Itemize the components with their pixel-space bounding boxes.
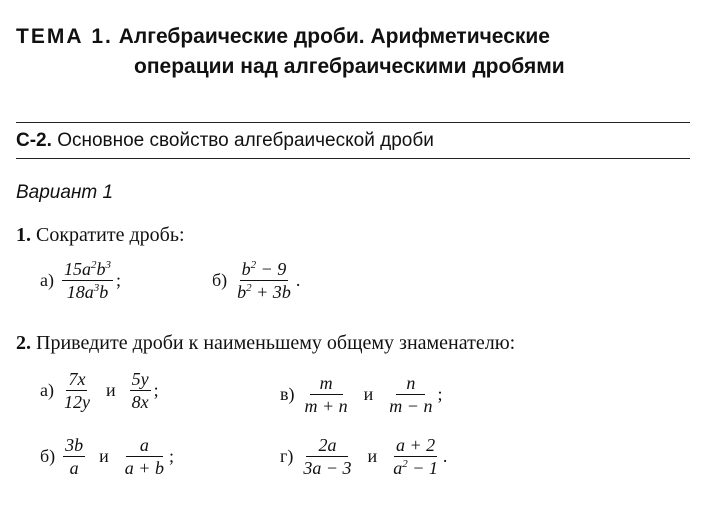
conjunction: и: [99, 446, 109, 466]
section-title: Основное свойство алгебраической дроби: [57, 130, 434, 151]
fraction: $\frac{7x}{12y}$: [63, 369, 90, 412]
item-label: г): [280, 446, 294, 466]
item-label: а): [40, 270, 54, 290]
task-2-item-a: [40, 368, 159, 413]
task-2-item-v: [280, 372, 442, 417]
item-label: а): [40, 380, 54, 400]
variant-label: Вариант 1: [16, 182, 114, 203]
section-code: С-2.: [16, 130, 52, 151]
task-2: [16, 330, 515, 356]
item-label: б): [212, 270, 228, 290]
fraction: $\frac{3b}{a}$: [65, 435, 84, 478]
section-heading: [16, 128, 434, 154]
fraction: $\frac{a + 2}{a^2 - 1}$: [393, 435, 438, 478]
task-1-item-b: [212, 258, 300, 303]
fraction: $\frac{m}{m + n}$: [304, 373, 348, 416]
task-1-number: 1.: [16, 224, 31, 246]
item-punct: ;: [437, 384, 443, 404]
fraction: $\frac{15a^2b^3}{18a^3b}$: [63, 259, 111, 302]
item-label: б): [40, 446, 56, 466]
fraction: $\frac{n}{m - n}$: [389, 373, 433, 416]
conjunction: и: [363, 384, 374, 404]
item-punct: ;: [153, 380, 159, 400]
task-1-text: Сократите дробь:: [36, 224, 185, 246]
conjunction: и: [105, 380, 116, 400]
item-punct: ;: [168, 446, 174, 466]
topic-heading: [16, 22, 550, 52]
item-punct: ;: [115, 270, 121, 290]
topic-title-line1: Алгебраические дроби. Арифметические: [118, 25, 550, 48]
task-1: [16, 222, 185, 248]
task-2-number: 2.: [16, 332, 31, 354]
item-punct: .: [295, 270, 301, 290]
item-punct: .: [442, 446, 448, 466]
task-2-item-b: [40, 434, 174, 479]
topic-label: ТЕМА 1.: [16, 25, 113, 48]
fraction: $\frac{b^2 - 9}{b^2 + 3b}$: [237, 259, 291, 302]
conjunction: и: [367, 446, 378, 466]
topic-title-line2: операции над алгебраическими дробями: [134, 55, 565, 78]
section-top-rule: [16, 122, 690, 123]
section-bottom-rule: [16, 158, 690, 159]
item-label: в): [280, 384, 295, 404]
task-1-item-a: [40, 258, 121, 303]
fraction: $\frac{a}{a + b}$: [124, 435, 164, 478]
task-2-item-g: [280, 434, 447, 479]
fraction: $\frac{5y}{8x}$: [131, 369, 149, 412]
task-2-text: Приведите дроби к наименьшему общему знаменателю:: [36, 332, 516, 354]
fraction: $\frac{2a}{3a - 3}$: [303, 435, 352, 478]
